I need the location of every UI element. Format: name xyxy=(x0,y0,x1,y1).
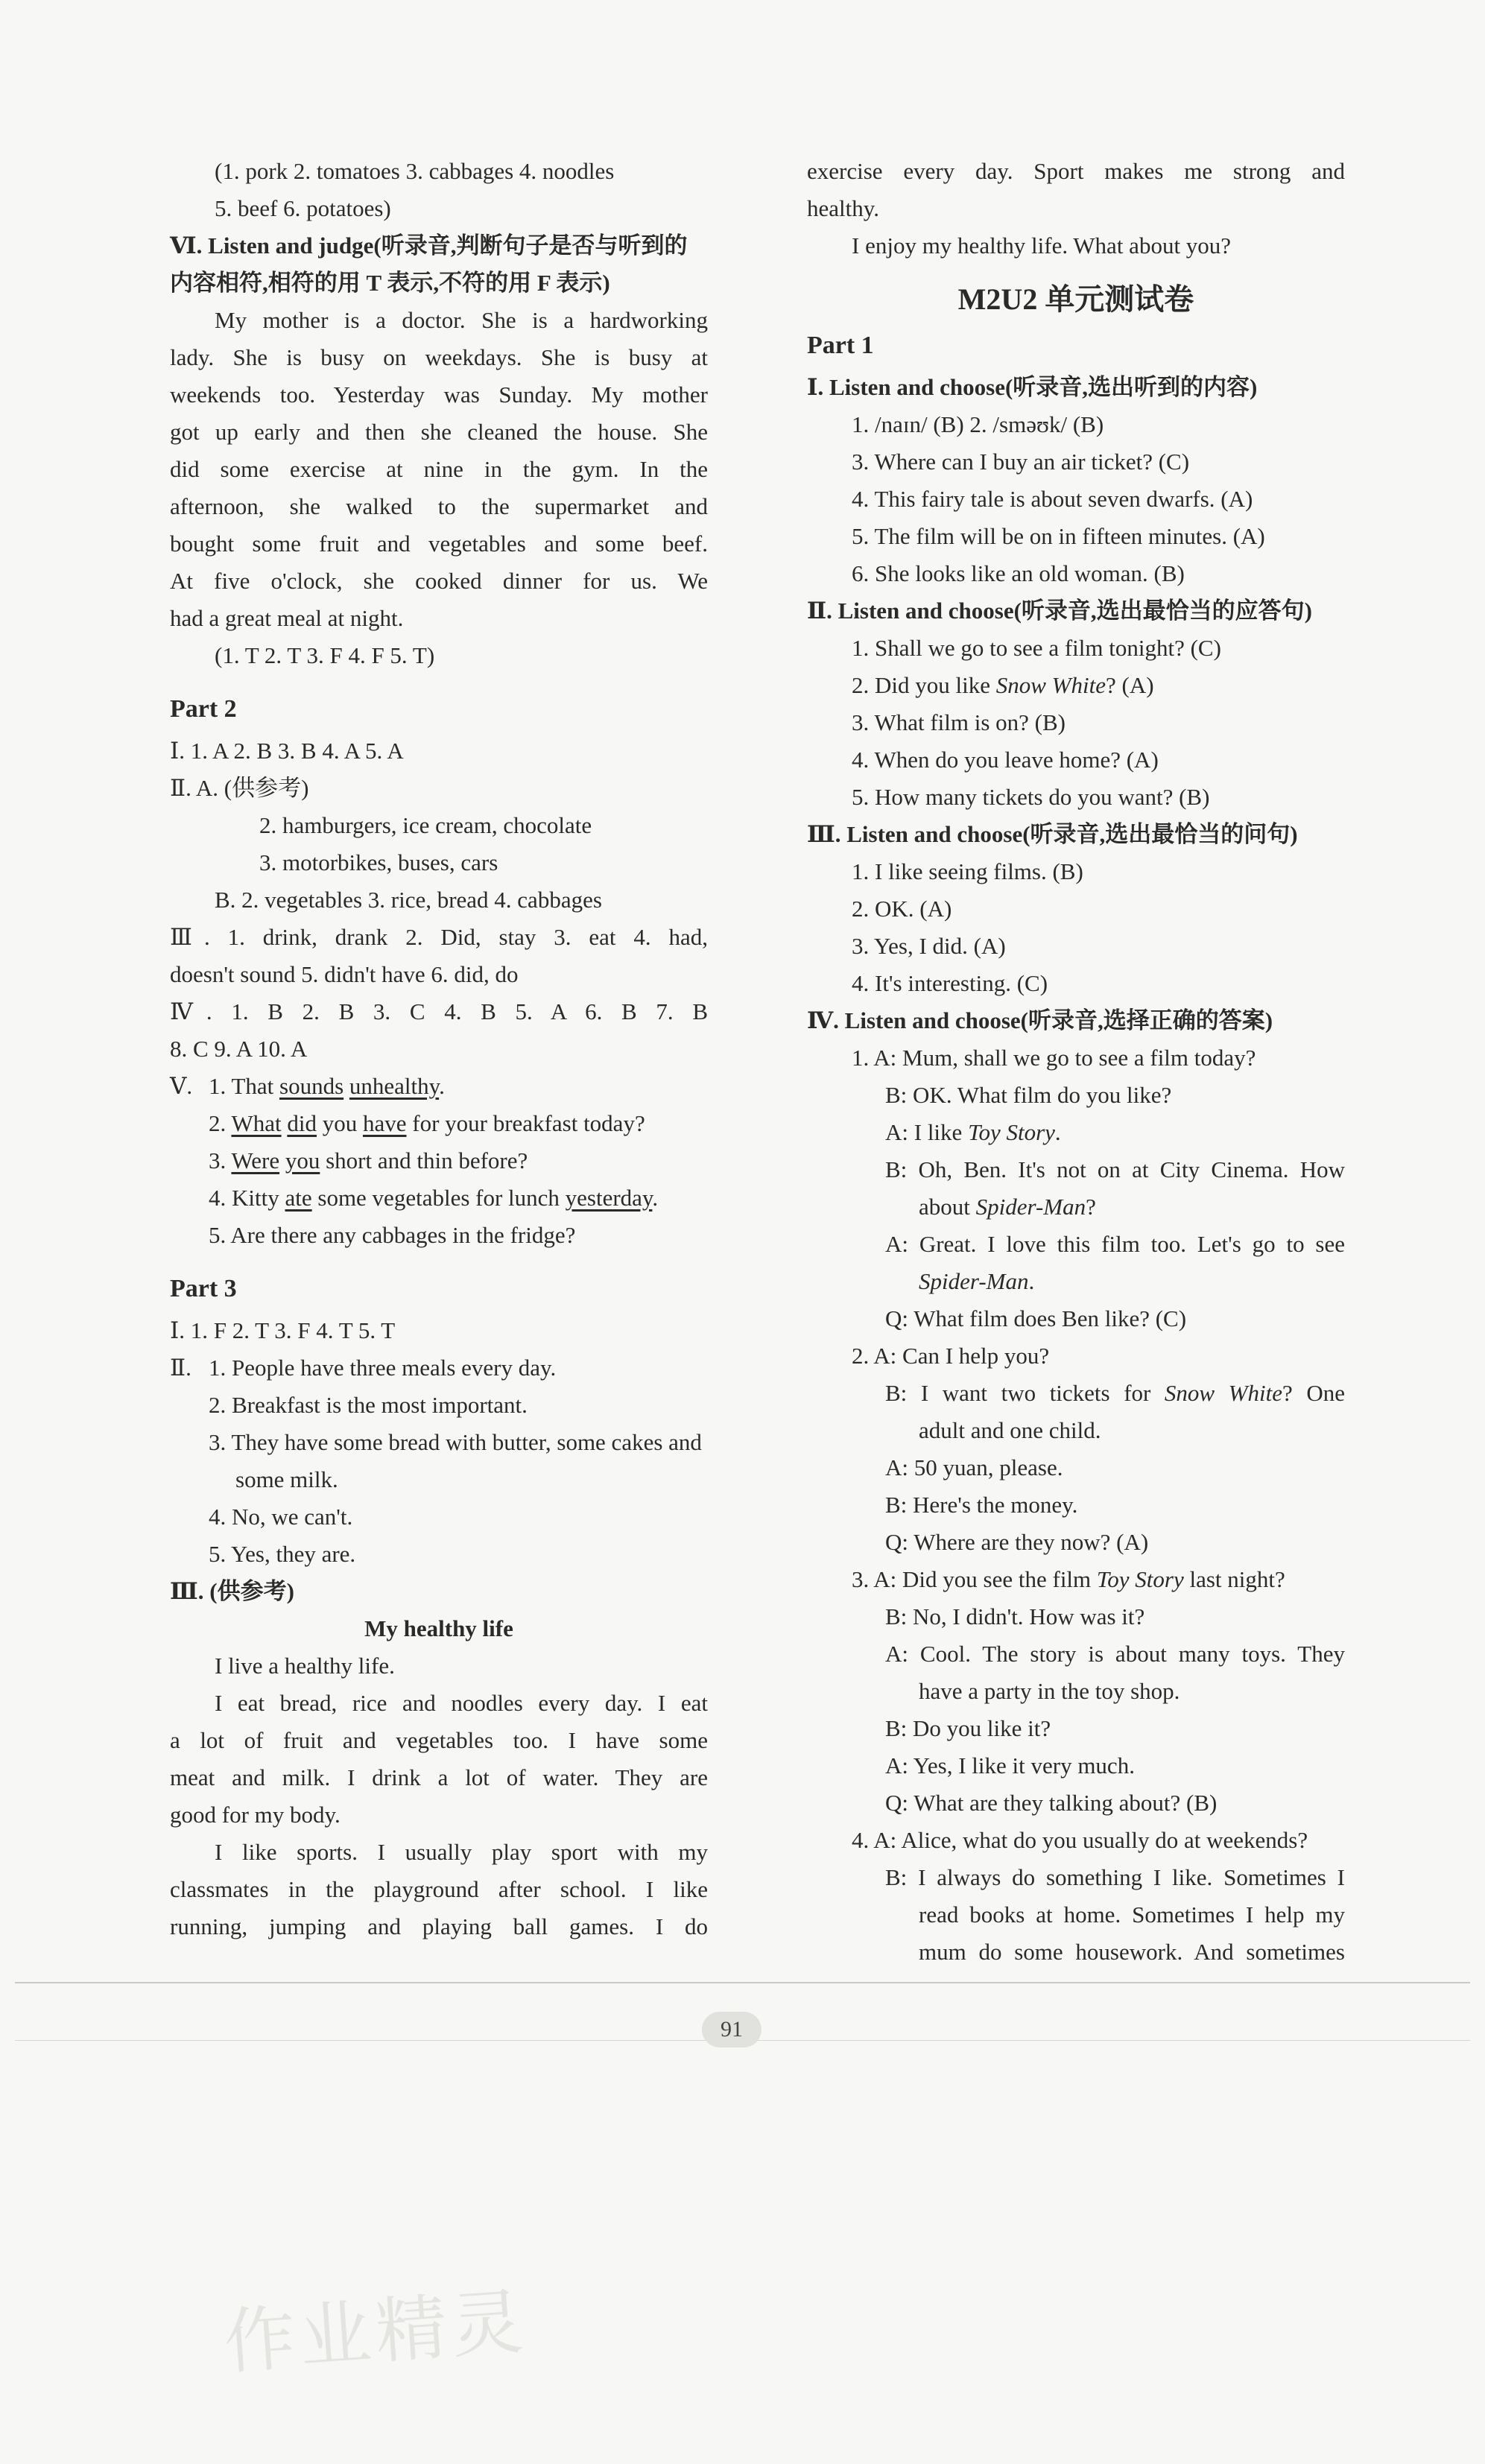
answer-item: Ⅱ. 1. People have three meals every day. xyxy=(170,1349,708,1387)
answer-line: (1. T 2. T 3. F 4. F 5. T) xyxy=(215,642,435,668)
part-heading: Part 3 xyxy=(170,1275,237,1302)
answer-line: Ⅲ. 1. drink, drank 2. Did, stay 3. eat 4. had, xyxy=(170,924,708,950)
answer-line: 5. How many tickets do you want? (B) xyxy=(852,784,1210,810)
underlined-word: What xyxy=(231,1110,282,1136)
underline-answer: 3. Were you short and thin before? xyxy=(209,1147,528,1174)
underline-answer: 5. Are there any cabbages in the fridge? xyxy=(209,1222,576,1248)
essay-line: running, jumping and playing ball games. I do xyxy=(170,1913,708,1939)
answer-line: 4. This fairy tale is about seven dwarfs. (A) xyxy=(852,486,1253,512)
film-title: Toy Story xyxy=(1096,1566,1184,1592)
dialogue-line: have a party in the toy shop. xyxy=(919,1678,1180,1704)
film-title: Spider-Man xyxy=(975,1194,1086,1220)
dialogue-line: B: Here's the money. xyxy=(885,1492,1078,1518)
answer-line: 8. C 9. A 10. A xyxy=(170,1036,308,1062)
answer-line: Ⅳ. 1. B 2. B 3. C 4. B 5. A 6. B 7. B xyxy=(170,998,708,1024)
essay-line: exercise every day. Sport makes me strong and xyxy=(807,158,1345,184)
film-title: Snow White xyxy=(995,672,1106,698)
section-heading: Ⅵ. Listen and judge(听录音,判断句子是否与听到的 xyxy=(170,232,688,259)
underlined-word: sounds xyxy=(279,1073,344,1099)
passage-line: had a great meal at night. xyxy=(170,605,404,631)
dialogue-line: 3. A: Did you see the film Toy Story last night? xyxy=(852,1566,1285,1592)
essay-line: good for my body. xyxy=(170,1802,341,1828)
dialogue-line: read books at home. Sometimes I help my xyxy=(919,1901,1345,1928)
dialogue-line: B: No, I didn't. How was it? xyxy=(885,1603,1145,1630)
underline-answer: 4. Kitty ate some vegetables for lunch yesterday. xyxy=(209,1185,659,1211)
passage-line: lady. She is busy on weekdays. She is busy at xyxy=(170,344,708,370)
underlined-word: Were xyxy=(231,1147,280,1174)
essay-line: I live a healthy life. xyxy=(215,1653,395,1679)
answer-line: 4. When do you leave home? (A) xyxy=(852,747,1159,773)
watermark-logo: 作业精灵 xyxy=(221,2279,531,2385)
passage-line: weekends too. Yesterday was Sunday. My mother xyxy=(170,381,708,408)
answer-line: (1. pork 2. tomatoes 3. cabbages 4. noodles xyxy=(215,158,615,184)
essay-line: meat and milk. I drink a lot of water. They are xyxy=(170,1764,708,1790)
dialogue-line: B: OK. What film do you like? xyxy=(885,1082,1172,1108)
dialogue-line: 1. A: Mum, shall we go to see a film today? xyxy=(852,1045,1256,1071)
film-title: Toy Story xyxy=(968,1119,1055,1145)
answer-item: 3. They have some bread with butter, some cakes and some milk. xyxy=(209,1429,702,1492)
page-number: 91 xyxy=(702,2012,762,2047)
essay-line: healthy. xyxy=(807,195,879,221)
dialogue-line: B: I want two tickets for Snow White? One xyxy=(885,1380,1345,1406)
dialogue-3 xyxy=(807,1561,1345,1822)
dialogue-2 xyxy=(807,1337,1345,1561)
section-heading-cont: 内容相符,相符的用 T 表示,不符的用 F 表示) xyxy=(170,270,610,296)
answer-line: B. 2. vegetables 3. rice, bread 4. cabbages xyxy=(215,887,602,913)
answer-line: Ⅰ. 1. A 2. B 3. B 4. A 5. A xyxy=(170,738,404,764)
section-heading: Ⅲ. (供参考) xyxy=(170,1578,294,1604)
dialogue-line: 2. A: Can I help you? xyxy=(852,1343,1050,1369)
dialogue-line: A: Yes, I like it very much. xyxy=(885,1752,1135,1779)
passage-line: bought some fruit and vegetables and some beef. xyxy=(170,531,708,557)
dialogue-line: adult and one child. xyxy=(919,1417,1101,1443)
underlined-word: unhealthy xyxy=(349,1073,440,1099)
answer-line: 2. Did you like Snow White? (A) xyxy=(852,672,1154,698)
underlined-word: you xyxy=(285,1147,320,1174)
dialogue-line: Q: Where are they now? (A) xyxy=(885,1529,1149,1555)
answer-line: 3. Where can I buy an air ticket? (C) xyxy=(852,449,1190,475)
answer-line: 5. beef 6. potatoes) xyxy=(215,195,391,221)
page-title: M2U2 单元测试卷 xyxy=(957,282,1194,316)
dialogue-line: 4. A: Alice, what do you usually do at weekends? xyxy=(852,1827,1308,1853)
essay-line: I like sports. I usually play sport with my xyxy=(215,1839,708,1865)
dialogue-line: Q: What film does Ben like? (C) xyxy=(885,1305,1187,1331)
part-heading: Part 2 xyxy=(170,695,237,723)
section-heading: Ⅳ. Listen and choose(听录音,选择正确的答案) xyxy=(807,1007,1273,1033)
dialogue-line: mum do some housework. And sometimes xyxy=(919,1939,1345,1965)
answer-line: 4. It's interesting. (C) xyxy=(852,970,1048,996)
answer-line: Ⅰ. 1. F 2. T 3. F 4. T 5. T xyxy=(170,1317,396,1343)
item-label: Ⅴ. xyxy=(170,1073,193,1099)
item-label: Ⅱ. xyxy=(170,1355,191,1381)
passage-line: got up early and then she cleaned the house. She xyxy=(170,419,708,445)
dialogue-line: B: I always do something I like. Sometimes I xyxy=(885,1864,1345,1890)
dialogue-line: Spider-Man. xyxy=(919,1268,1035,1294)
answer-line: 1. /naɪn/ (B) 2. /sməʊk/ (B) xyxy=(852,411,1104,437)
answer-line: 2. OK. (A) xyxy=(852,896,952,922)
essay-line: I enjoy my healthy life. What about you? xyxy=(852,232,1232,259)
answer-line: 2. hamburgers, ice cream, chocolate xyxy=(259,812,592,838)
passage-line: afternoon, she walked to the supermarket and xyxy=(170,493,708,519)
dialogue-line: B: Oh, Ben. It's not on at City Cinema. How xyxy=(885,1156,1345,1182)
answer-line: 6. She looks like an old woman. (B) xyxy=(852,560,1185,586)
answer-item: 2. Breakfast is the most important. xyxy=(209,1392,528,1418)
film-title: Snow White xyxy=(1164,1380,1282,1406)
dialogue-line: A: Great. I love this film too. Let's go to see xyxy=(885,1231,1345,1257)
section-heading: Ⅰ. Listen and choose(听录音,选出听到的内容) xyxy=(807,374,1258,400)
listening-passage xyxy=(170,302,708,637)
passage-line: did some exercise at nine in the gym. In the xyxy=(170,456,708,482)
passage-line: My mother is a doctor. She is a hardworking xyxy=(215,307,708,333)
footer-divider xyxy=(15,1982,1470,1983)
essay-line: a lot of fruit and vegetables too. I have some xyxy=(170,1727,708,1753)
dialogue-line: Q: What are they talking about? (B) xyxy=(885,1790,1218,1816)
answer-line: doesn't sound 5. didn't have 6. did, do xyxy=(170,961,519,987)
underlined-word: yesterday xyxy=(565,1185,653,1211)
left-column xyxy=(170,153,708,1945)
dialogue-1 xyxy=(807,1039,1345,1337)
answer-item: 5. Yes, they are. xyxy=(209,1541,356,1567)
essay-line: classmates in the playground after school. I like xyxy=(170,1876,708,1902)
answer-line: 3. What film is on? (B) xyxy=(852,709,1066,735)
essay-title: My healthy life xyxy=(364,1615,513,1641)
answer-line: 1. I like seeing films. (B) xyxy=(852,858,1083,884)
answer-line: 1. Shall we go to see a film tonight? (C) xyxy=(852,635,1221,661)
section-heading: Ⅲ. Listen and choose(听录音,选出最恰当的问句) xyxy=(807,821,1298,847)
underline-answer: Ⅴ. 1. That sounds unhealthy. xyxy=(170,1068,708,1105)
answer-item: 4. No, we can't. xyxy=(209,1504,353,1530)
underlined-word: did xyxy=(287,1110,317,1136)
passage-line: At five o'clock, she cooked dinner for us. We xyxy=(170,568,708,594)
dialogue-line: A: I like Toy Story. xyxy=(885,1119,1061,1145)
answer-line: 3. motorbikes, buses, cars xyxy=(259,849,498,875)
underline-answer: 2. What did you have for your breakfast today? xyxy=(209,1110,645,1136)
underlined-word: ate xyxy=(285,1185,312,1211)
film-title: Spider-Man xyxy=(919,1268,1029,1294)
dialogue-line: A: Cool. The story is about many toys. They xyxy=(885,1641,1345,1667)
answer-line: 5. The film will be on in fifteen minutes. (A) xyxy=(852,523,1265,549)
dialogue-line: A: 50 yuan, please. xyxy=(885,1454,1063,1480)
essay-line: I eat bread, rice and noodles every day. I eat xyxy=(215,1690,708,1716)
part-heading: Part 1 xyxy=(807,332,874,359)
section-heading: Ⅱ. Listen and choose(听录音,选出最恰当的应答句) xyxy=(807,598,1313,624)
underlined-word: have xyxy=(362,1110,407,1136)
answer-line: Ⅱ. A. (供参考) xyxy=(170,775,309,801)
answer-line: 3. Yes, I did. (A) xyxy=(852,933,1006,959)
dialogue-4 xyxy=(807,1822,1345,1971)
dialogue-line: about Spider-Man? xyxy=(919,1194,1096,1220)
dialogue-line: B: Do you like it? xyxy=(885,1715,1051,1741)
right-column xyxy=(807,153,1345,1971)
